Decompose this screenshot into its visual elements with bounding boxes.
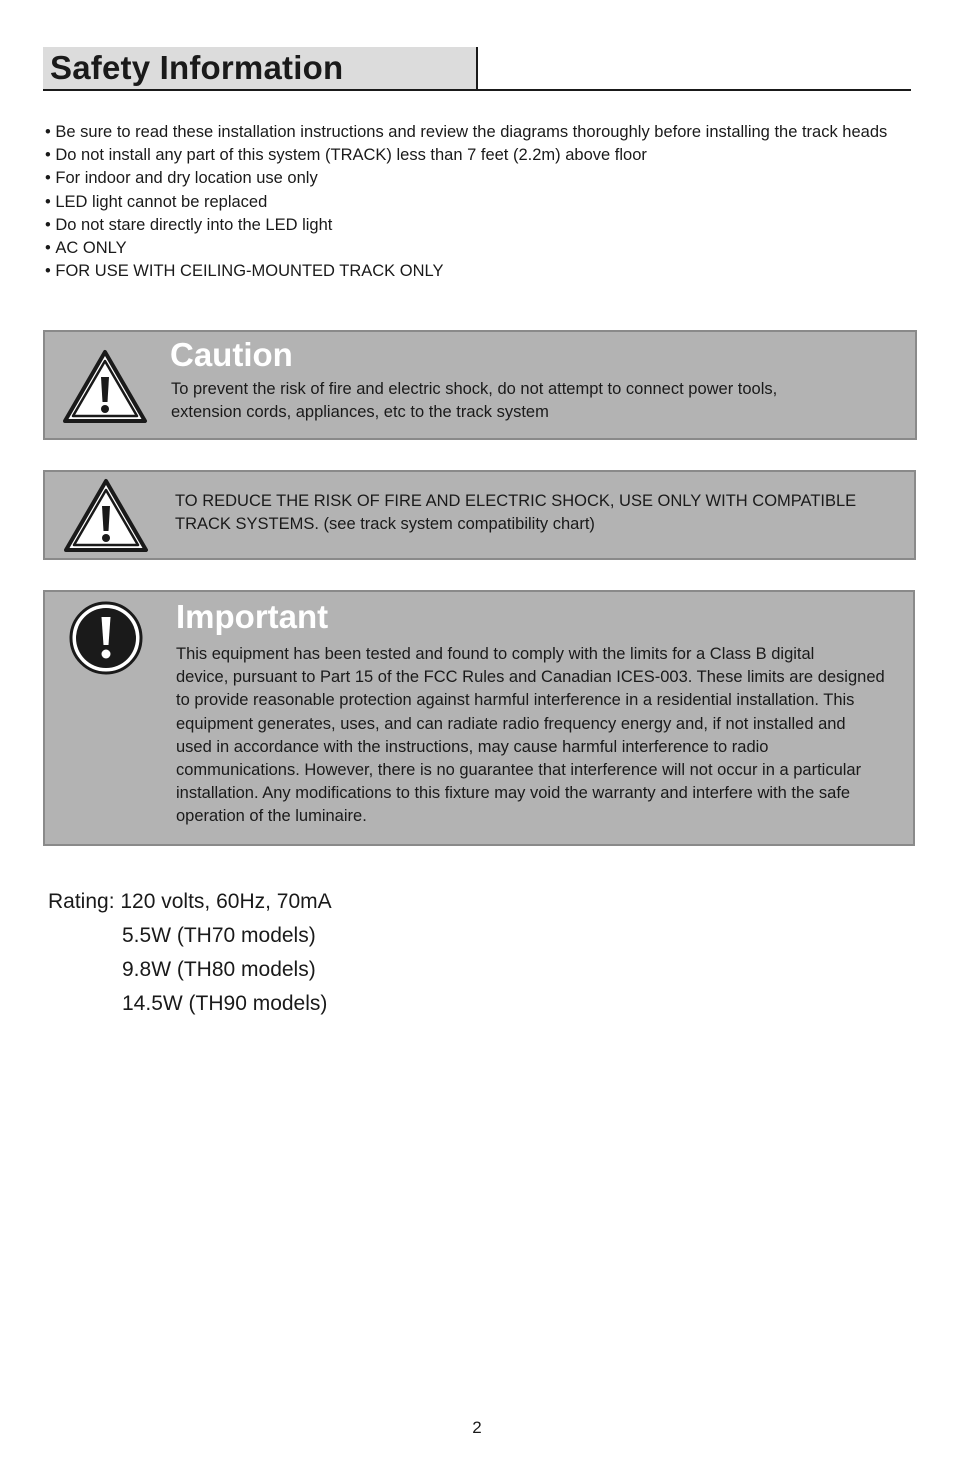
exclamation-circle-icon — [68, 600, 144, 676]
section-header — [43, 47, 911, 91]
warning-line: TO REDUCE THE RISK OF FIRE AND ELECTRIC SHOCK, USE ONLY WITH COMPATIBLE — [175, 492, 857, 510]
important-line: used in accordance with the instructions, may cause harmful interference to radio — [176, 737, 769, 756]
important-text — [176, 643, 885, 829]
important-line: This equipment has been tested and found to comply with the limits for a Class B digital — [176, 645, 815, 663]
important-box — [43, 590, 915, 846]
caution-line: To prevent the risk of fire and electric shock, do not attempt to connect power tools, — [171, 380, 778, 398]
safety-bullet: • FOR USE WITH CEILING-MOUNTED TRACK ONLY — [45, 260, 887, 283]
rating-block — [48, 885, 332, 1021]
page-title: Safety Information — [50, 49, 344, 86]
rating-model: 14.5W (TH90 models) — [122, 992, 328, 1015]
safety-bullet-list — [45, 121, 887, 283]
rating-main: Rating: 120 volts, 60Hz, 70mA — [48, 890, 332, 913]
important-line: device, pursuant to Part 15 of the FCC Rules and Canadian ICES-003. These limits are designed — [176, 668, 885, 687]
important-line: to provide reasonable protection against harmful interference in a residential installation. This — [176, 691, 855, 710]
rating-model: 9.8W (TH80 models) — [122, 958, 316, 981]
caution-box — [43, 330, 917, 440]
rating-model: 5.5W (TH70 models) — [122, 924, 316, 947]
caution-title: Caution — [170, 336, 293, 373]
important-title: Important — [176, 598, 329, 635]
safety-bullet: • For indoor and dry location use only — [45, 167, 887, 190]
safety-bullet: • Be sure to read these installation instructions and review the diagrams thoroughly before installing the track heads — [45, 121, 887, 144]
warning-line: TRACK SYSTEMS. (see track system compatibility chart) — [175, 515, 595, 534]
safety-bullet: • AC ONLY — [45, 237, 887, 260]
warning-triangle-icon — [61, 348, 149, 426]
page-number: 2 — [472, 1418, 482, 1437]
caution-line: extension cords, appliances, etc to the track system — [171, 403, 549, 422]
safety-bullet: • Do not stare directly into the LED light — [45, 214, 887, 237]
important-line: operation of the luminaire. — [176, 807, 367, 826]
caution-text — [171, 378, 777, 424]
important-line: equipment generates, uses, and can radiate radio frequency energy and, if not installed and — [176, 714, 846, 733]
safety-bullet: • LED light cannot be replaced — [45, 191, 887, 214]
important-line: communications. However, there is no guarantee that interference will not occur in a particular — [176, 761, 862, 780]
important-line: installation. Any modifications to this fixture may void the warranty and interfere with the safe — [176, 784, 851, 803]
safety-bullet: • Do not install any part of this system (TRACK) less than 7 feet (2.2m) above floor — [45, 144, 887, 167]
section-title-box — [43, 47, 478, 89]
warning-box — [43, 470, 916, 560]
warning-text — [175, 490, 856, 536]
warning-triangle-icon — [62, 477, 150, 555]
